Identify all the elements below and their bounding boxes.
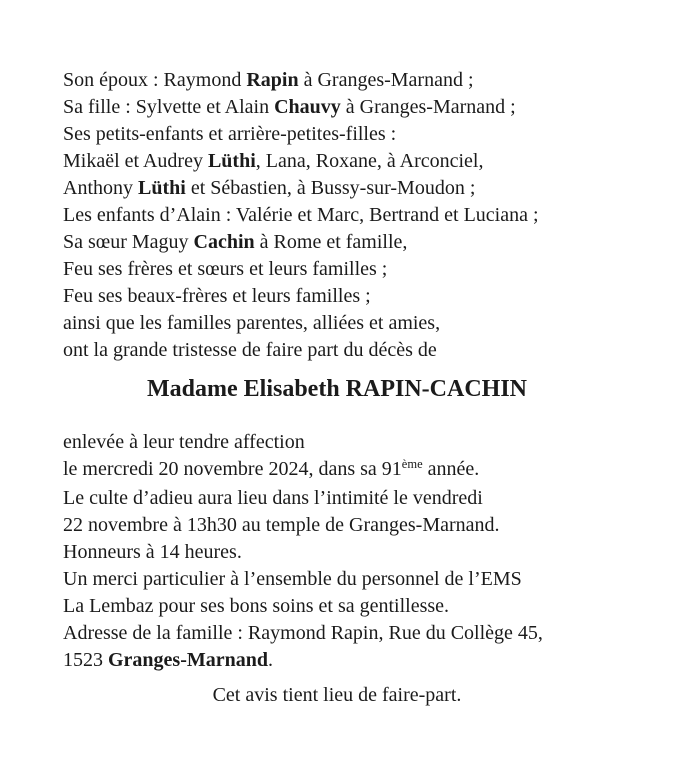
text-segment: Son époux : Raymond — [63, 69, 247, 91]
text-segment: et Sébastien, à Bussy-sur-Moudon ; — [185, 177, 476, 199]
text-segment: à Granges-Marnand ; — [340, 96, 516, 118]
notice-text-line — [63, 283, 611, 310]
family-name-bold: Chauvy — [274, 96, 341, 118]
family-name-bold: Granges-Marnand — [108, 649, 268, 671]
text-segment: Le culte d’adieu aura lieu dans l’intimité le vendredi — [63, 487, 483, 509]
notice-text-line — [63, 337, 611, 364]
notice-content — [63, 67, 611, 709]
text-segment: à Rome et famille, — [254, 231, 408, 253]
notice-text-line — [63, 539, 611, 566]
text-segment: Ses petits-enfants et arrière-petites-filles : — [63, 123, 397, 145]
notice-text-line — [63, 148, 611, 175]
family-name-bold: Rapin — [246, 69, 299, 91]
text-segment: La Lembaz pour ses bons soins et sa gentillesse. — [63, 595, 450, 617]
notice-text-line — [63, 593, 611, 620]
text-segment: 22 novembre à 13h30 au temple de Granges-Marnand. — [63, 514, 500, 536]
notice-text-line — [63, 121, 611, 148]
text-segment: Feu ses beaux-frères et leurs familles ; — [63, 285, 371, 307]
text-segment: , Lana, Roxane, à Arconciel, — [255, 150, 484, 172]
notice-text-line — [63, 256, 611, 283]
notice-text-line — [63, 566, 611, 593]
notice-text-line — [63, 512, 611, 539]
notice-text-line — [63, 429, 611, 456]
notice-text-line — [63, 620, 611, 647]
notice-text-line — [63, 310, 611, 337]
text-segment: Un merci particulier à l’ensemble du personnel de l’EMS — [63, 568, 522, 590]
notice-text-line — [63, 229, 611, 256]
text-segment: Sa fille : Sylvette et Alain — [63, 96, 275, 118]
notice-text-line — [63, 647, 611, 674]
notice-text-line — [63, 67, 611, 94]
text-segment: . — [268, 649, 273, 671]
family-list-paragraph — [63, 67, 611, 364]
text-segment: Anthony — [63, 177, 138, 199]
notice-text-line — [63, 175, 611, 202]
funeral-details-paragraph — [63, 429, 611, 674]
text-segment: à Granges-Marnand ; — [298, 69, 474, 91]
text-segment: le mercredi 20 novembre 2024, dans sa 91 — [63, 458, 402, 480]
text-segment: Feu ses frères et sœurs et leurs familles ; — [63, 258, 388, 280]
text-segment: année. — [422, 458, 480, 480]
notice-text-line — [63, 94, 611, 121]
notice-text-line — [63, 485, 611, 512]
family-name-bold: Lüthi — [138, 177, 186, 199]
notice-text-line — [63, 202, 611, 229]
deceased-name-title: Madame Elisabeth RAPIN-CACHIN — [147, 376, 527, 402]
ordinal-superscript: ème — [401, 457, 423, 471]
text-segment: Adresse de la famille : Raymond Rapin, Rue du Collège 45, — [63, 622, 543, 644]
family-name-bold: Cachin — [193, 231, 255, 253]
text-segment: enlevée à leur tendre affection — [63, 431, 305, 453]
text-segment: 1523 — [63, 649, 108, 671]
text-segment: ainsi que les familles parentes, alliées et amies, — [63, 312, 441, 334]
text-segment: Sa sœur Maguy — [63, 231, 194, 253]
notice-text-line — [63, 456, 611, 485]
text-segment: ont la grande tristesse de faire part du décès de — [63, 339, 437, 361]
text-segment: Honneurs à 14 heures. — [63, 541, 242, 563]
text-segment: Les enfants d’Alain : Valérie et Marc, Bertrand et Luciana ; — [63, 204, 539, 226]
closing-statement: Cet avis tient lieu de faire-part. — [212, 684, 462, 706]
text-segment: Mikaël et Audrey — [63, 150, 208, 172]
family-name-bold: Lüthi — [207, 150, 256, 172]
